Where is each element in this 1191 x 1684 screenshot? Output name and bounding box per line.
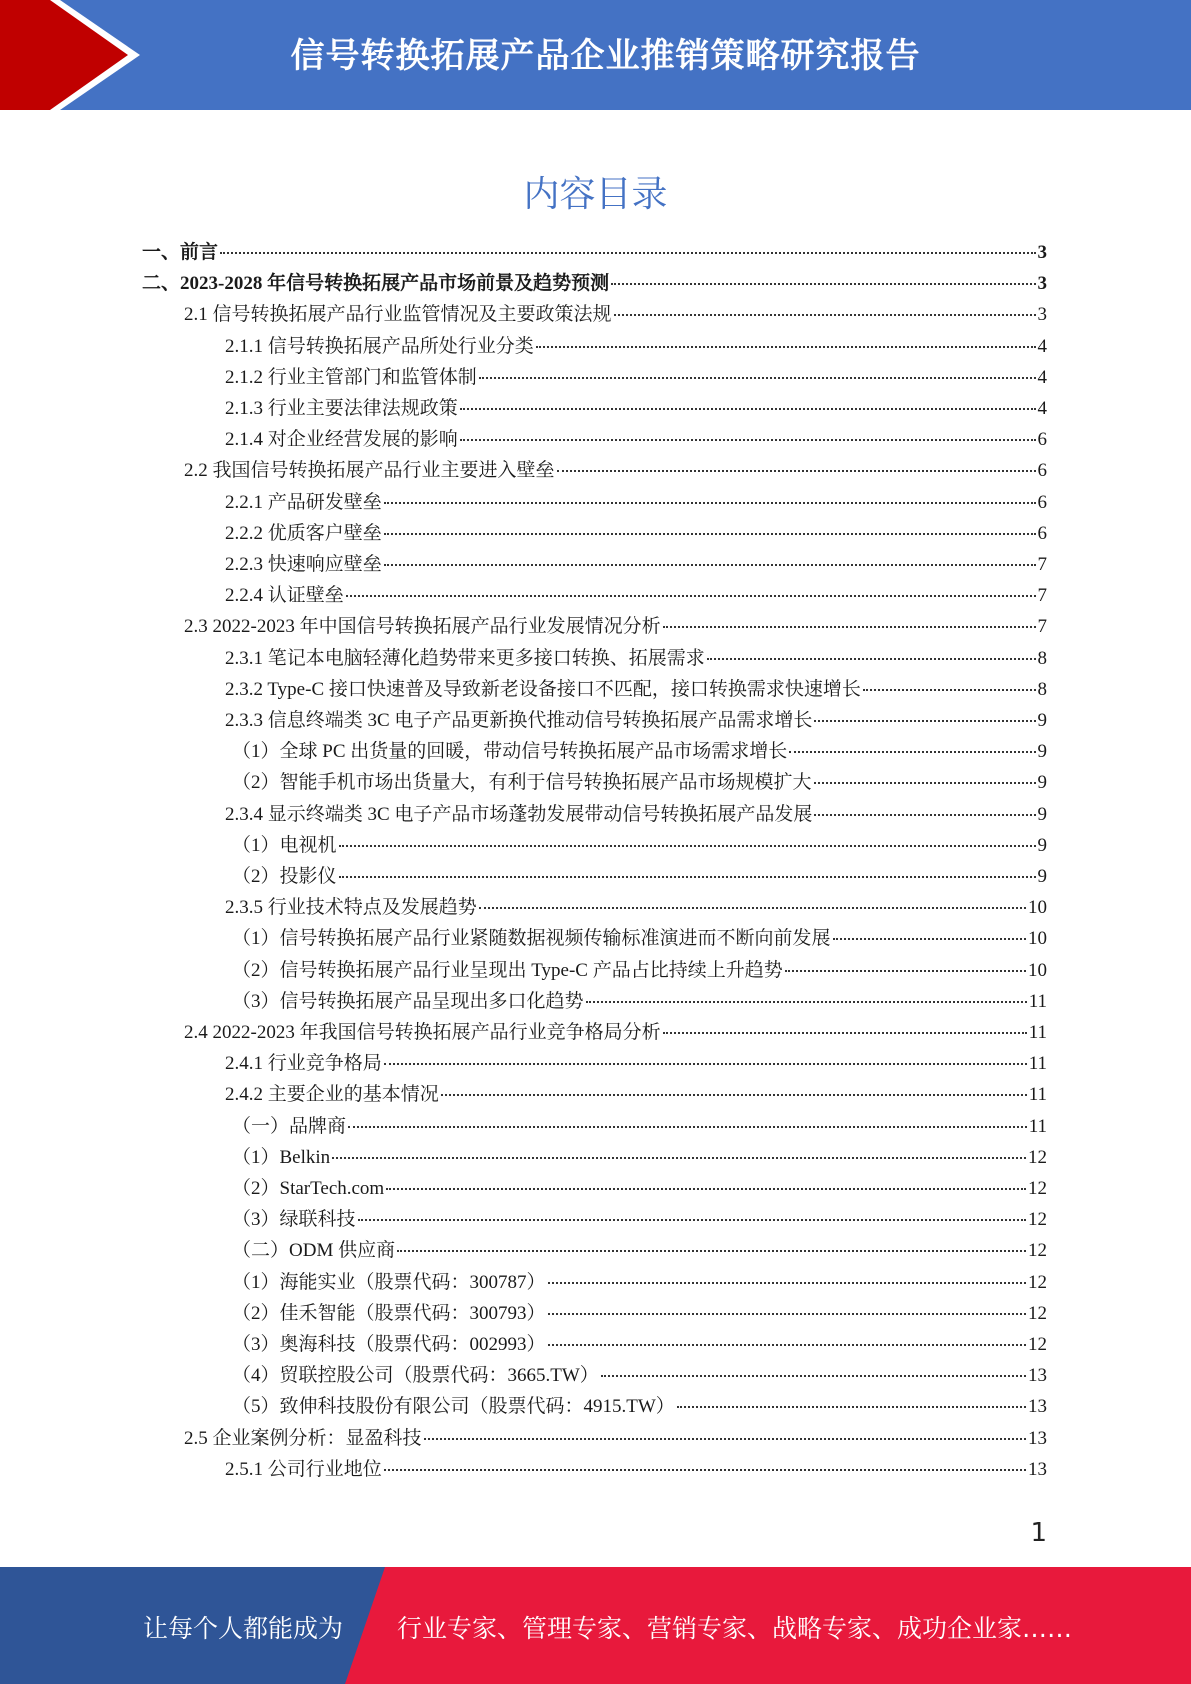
toc-dot-leader [663, 626, 1036, 628]
footer-banner [0, 1567, 1191, 1684]
toc-dot-leader [384, 1063, 1027, 1065]
toc-entry-page: 12 [1028, 1178, 1047, 1199]
toc-entry-title: （1）电视机 [232, 834, 337, 856]
toc-entry[interactable] [232, 863, 1047, 891]
toc-entry[interactable] [232, 988, 1047, 1016]
toc-dot-leader [332, 1157, 1026, 1159]
toc-entry[interactable] [232, 769, 1047, 797]
toc-entry-page: 3 [1037, 304, 1047, 326]
toc-entry-page: 13 [1028, 1427, 1047, 1449]
toc-dot-leader [601, 1375, 1026, 1377]
toc-entry-title: （二）ODM 供应商 [232, 1240, 396, 1262]
toc-entry-title: 2.1.1 信号转换拓展产品所处行业分类 [225, 335, 534, 357]
toc-entry-title: 2.2.3 快速响应壁垒 [225, 554, 382, 575]
toc-dot-leader [384, 502, 1036, 504]
toc-dot-leader [814, 720, 1035, 722]
toc-entry-page: 12 [1028, 1209, 1047, 1231]
toc-entry-page: 12 [1028, 1334, 1047, 1355]
toc-dot-leader [479, 377, 1036, 379]
toc-entry[interactable] [232, 1269, 1047, 1297]
toc-entry[interactable] [225, 801, 1047, 829]
toc-entry-title: （1）Belkin [232, 1146, 331, 1168]
toc-entry-page: 9 [1037, 741, 1047, 763]
toc-entry[interactable] [225, 894, 1047, 922]
toc-entry[interactable] [232, 832, 1047, 860]
toc-dot-leader [863, 689, 1036, 691]
toc-entry[interactable] [184, 1425, 1047, 1453]
toc-entry-title: 2.3.4 显示终端类 3C 电子产品市场蓬勃发展带动信号转换拓展产品发展 [225, 803, 813, 825]
toc-entry-page: 3 [1037, 273, 1047, 295]
toc-dot-leader [548, 1344, 1026, 1346]
toc-entry-page: 6 [1037, 429, 1047, 451]
toc-entry-title: 2.4.2 主要企业的基本情况 [225, 1084, 439, 1106]
toc-entry-page: 11 [1028, 1022, 1047, 1043]
toc-entry[interactable] [184, 301, 1047, 329]
toc-dot-leader [397, 1250, 1026, 1252]
toc-title: 内容目录 [523, 174, 668, 215]
toc-entry-title: 2.1.3 行业主要法律法规政策 [225, 398, 458, 419]
toc-dot-leader [785, 970, 1026, 972]
toc-entry-page: 13 [1028, 1365, 1047, 1387]
toc-entry[interactable] [232, 957, 1047, 985]
toc-entry-title: （2）信号转换拓展产品行业呈现出 Type-C 产品占比持续上升趋势 [232, 959, 783, 981]
toc-dot-leader [557, 470, 1036, 472]
toc-entry[interactable] [232, 1237, 1047, 1265]
toc-entry-page: 11 [1028, 1084, 1047, 1106]
toc-entry-title: （2）投影仪 [232, 866, 337, 887]
footer-slogan-left: 让每个人都能成为 [143, 1614, 344, 1643]
toc-entry[interactable] [225, 520, 1047, 548]
toc-dot-leader [614, 314, 1036, 316]
toc-entry-title: 2.3.5 行业技术特点及发展趋势 [225, 897, 477, 919]
toc-entry[interactable] [225, 489, 1047, 517]
toc-dot-leader [346, 595, 1036, 597]
toc-entry[interactable] [184, 1019, 1047, 1047]
toc-dot-leader [536, 346, 1036, 348]
toc-entry[interactable] [232, 925, 1047, 953]
toc-entry-title: （1）信号转换拓展产品行业紧随数据视频传输标准演进而不断向前发展 [232, 928, 831, 950]
toc-entry-title: 2.4 2022-2023 年我国信号转换拓展产品行业竞争格局分析 [184, 1022, 661, 1043]
toc-dot-leader [611, 283, 1035, 285]
toc-entry-page: 11 [1028, 1053, 1047, 1075]
toc-entry-title: 2.2.4 认证壁垒 [225, 585, 344, 607]
report-title: 信号转换拓展产品企业推销策略研究报告 [290, 36, 921, 76]
toc-entry-title: 2.1.2 行业主管部门和监管体制 [225, 366, 477, 388]
toc-entry-title: （2）智能手机市场出货量大，有利于信号转换拓展产品市场规模扩大 [232, 772, 812, 794]
toc-entry-page: 4 [1037, 366, 1047, 388]
toc-entry-page: 7 [1037, 616, 1047, 638]
toc-entry-page: 10 [1028, 928, 1047, 950]
toc-dot-leader [548, 1282, 1026, 1284]
toc-dot-leader [339, 876, 1036, 878]
toc-entry[interactable] [232, 1362, 1047, 1390]
toc-entry[interactable] [225, 1050, 1047, 1078]
toc-entry[interactable] [225, 551, 1047, 579]
toc-entry-title: 2.3.1 笔记本电脑轻薄化趋势带来更多接口转换、拓展需求 [225, 647, 705, 669]
toc-entry-page: 9 [1037, 710, 1047, 731]
toc-entry-title: （3）绿联科技 [232, 1209, 356, 1231]
toc-entry-title: 2.3 2022-2023 年中国信号转换拓展产品行业发展情况分析 [184, 616, 661, 638]
toc-entry-page: 13 [1028, 1396, 1047, 1418]
toc-entry[interactable] [225, 364, 1047, 392]
toc-entry-page: 6 [1037, 491, 1047, 513]
toc-entry-title: （2）佳禾智能（股票代码：300793） [232, 1302, 546, 1324]
toc-entry-title: （1）全球 PC 出货量的回暖，带动信号转换拓展产品市场需求增长 [232, 741, 788, 763]
toc-entry-title: 2.2 我国信号转换拓展产品行业主要进入壁垒 [184, 460, 555, 482]
toc-entry-title: （2）StarTech.com [232, 1178, 385, 1199]
page-number: 1 [1030, 1518, 1047, 1548]
toc-entry-title: 2.5 企业案例分析：显盈科技 [184, 1427, 422, 1449]
toc-dot-leader [707, 658, 1036, 660]
toc-entry-page: 7 [1037, 554, 1047, 575]
toc-entry[interactable] [232, 1331, 1047, 1359]
toc-entry-title: 2.2.1 产品研发壁垒 [225, 491, 382, 513]
toc-entry[interactable] [225, 426, 1047, 454]
toc-dot-leader [441, 1094, 1027, 1096]
toc-entry-page: 10 [1028, 959, 1047, 981]
toc-dot-leader [348, 1126, 1027, 1128]
toc-dot-leader [586, 1001, 1027, 1003]
toc-entry[interactable] [225, 395, 1047, 423]
toc-entry-title: （5）致伸科技股份有限公司（股票代码：4915.TW） [232, 1396, 675, 1418]
toc-entry[interactable] [232, 738, 1047, 766]
toc-dot-leader [424, 1438, 1026, 1440]
toc-entry-title: 2.5.1 公司行业地位 [225, 1458, 382, 1480]
toc-entry-page: 9 [1037, 772, 1047, 794]
toc-entry-page: 8 [1037, 647, 1047, 669]
toc-entry-page: 4 [1037, 335, 1047, 357]
toc-entry-title: 2.2.2 优质客户壁垒 [225, 522, 382, 544]
toc-dot-leader [460, 439, 1036, 441]
toc-entry[interactable] [225, 676, 1047, 704]
toc-entry[interactable] [225, 1456, 1047, 1484]
toc-dot-leader [384, 533, 1036, 535]
toc-entry[interactable] [142, 270, 1047, 298]
toc-entry[interactable] [184, 457, 1047, 485]
toc-entry-title: 2.3.2 Type-C 接口快速普及导致新老设备接口不匹配，接口转换需求快速增长 [225, 678, 861, 700]
toc-entry[interactable] [225, 1081, 1047, 1109]
toc-entry-page: 7 [1037, 585, 1047, 607]
toc-entry-title: 2.4.1 行业竞争格局 [225, 1053, 382, 1075]
toc-dot-leader [384, 564, 1036, 566]
toc-entry[interactable] [184, 613, 1047, 641]
toc-entry-page: 12 [1028, 1240, 1047, 1262]
toc-dot-leader [220, 252, 1035, 254]
toc-entry-page: 6 [1037, 460, 1047, 482]
toc-entry-title: 二、2023-2028 年信号转换拓展产品市场前景及趋势预测 [142, 273, 610, 295]
toc-entry[interactable] [142, 239, 1047, 267]
toc-dot-leader [384, 1469, 1026, 1471]
toc-entry-page: 8 [1037, 678, 1047, 700]
toc-entry-page: 9 [1037, 803, 1047, 825]
toc-entry-page: 3 [1037, 242, 1047, 263]
toc-dot-leader [386, 1188, 1026, 1190]
header-banner [0, 0, 1191, 110]
toc-entry-page: 4 [1037, 398, 1047, 419]
toc-entry-page: 13 [1028, 1458, 1047, 1480]
toc-entry-page: 12 [1028, 1302, 1047, 1324]
toc-dot-leader [479, 907, 1026, 909]
toc-entry-page: 10 [1028, 897, 1047, 919]
toc-dot-leader [339, 845, 1036, 847]
toc-entry-title: 2.1 信号转换拓展产品行业监管情况及主要政策法规 [184, 304, 612, 326]
toc-entry[interactable] [225, 707, 1047, 735]
toc-entry-page: 11 [1028, 1115, 1047, 1137]
toc-dot-leader [358, 1219, 1026, 1221]
toc-entry-title: （1）海能实业（股票代码：300787） [232, 1271, 546, 1293]
toc-dot-leader [833, 938, 1026, 940]
toc-entry-page: 6 [1037, 522, 1047, 544]
toc-entry[interactable] [225, 645, 1047, 673]
toc-entry-title: （3）信号转换拓展产品呈现出多口化趋势 [232, 990, 584, 1012]
toc-entry-page: 11 [1028, 990, 1047, 1012]
toc-dot-leader [548, 1313, 1026, 1315]
toc-dot-leader [663, 1032, 1027, 1034]
toc-entry[interactable] [232, 1300, 1047, 1328]
toc-entry-page: 12 [1028, 1146, 1047, 1168]
toc-entry-title: （一）品牌商 [232, 1115, 347, 1137]
toc-dot-leader [460, 408, 1036, 410]
toc-entry-title: 2.3.3 信息终端类 3C 电子产品更新换代推动信号转换拓展产品需求增长 [225, 710, 813, 731]
toc-entry-page: 9 [1037, 866, 1047, 887]
toc-dot-leader [789, 751, 1035, 753]
toc-entry-title: （3）奥海科技（股票代码：002993） [232, 1334, 546, 1355]
toc-entry[interactable] [225, 333, 1047, 361]
toc-entry[interactable] [232, 1393, 1047, 1421]
toc-entry-title: 一、前言 [142, 242, 219, 263]
toc-entry-title: （4）贸联控股公司（股票代码：3665.TW） [232, 1365, 599, 1387]
toc-entry-title: 2.1.4 对企业经营发展的影响 [225, 429, 458, 451]
toc-entry-page: 9 [1037, 834, 1047, 856]
toc-dot-leader [814, 782, 1036, 784]
toc-entry[interactable] [232, 1206, 1047, 1234]
toc-entry-page: 12 [1028, 1271, 1047, 1293]
toc-entry[interactable] [225, 582, 1047, 610]
footer-slogan-right: 行业专家、管理专家、营销专家、战略专家、成功企业家…… [397, 1614, 1073, 1643]
toc-entry[interactable] [232, 1175, 1047, 1203]
toc-dot-leader [814, 814, 1035, 816]
toc-dot-leader [677, 1406, 1026, 1408]
toc-entry[interactable] [232, 1144, 1047, 1172]
toc-entry[interactable] [232, 1113, 1047, 1141]
